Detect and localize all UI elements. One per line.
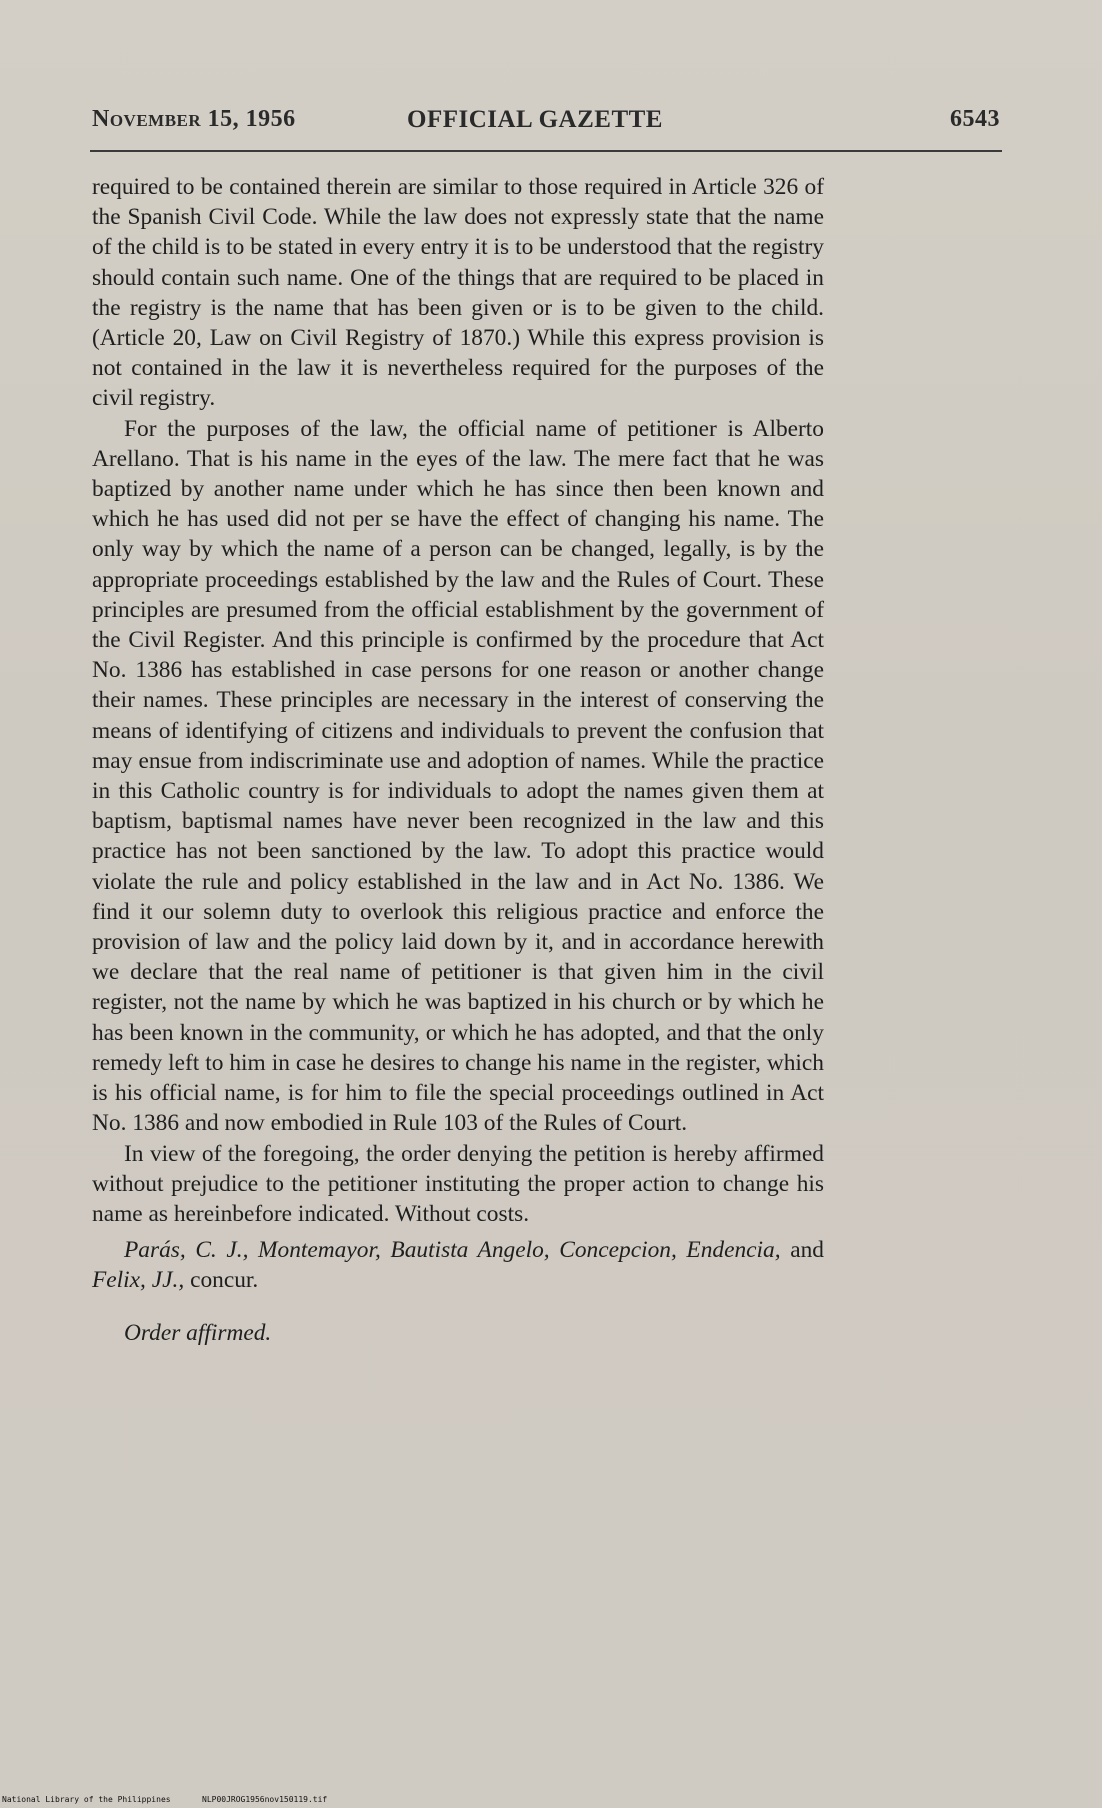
concurring-justices-a: Parás, C. J., Montemayor, Bautista Angelo, Concepcion, xyxy=(124,1237,677,1264)
concurring-justices-b: Endencia, xyxy=(686,1237,781,1264)
decision-outcome: Order affirmed. xyxy=(124,1319,272,1346)
footer-filename: NLP00JROG1956nov150119.tif xyxy=(202,1795,328,1804)
paragraph-official-name: For the purposes of the law, the official name of petitioner is Alberto Arellano. That is his name in the eyes of the law. The mere fact that he was baptized by another name under which he has since then been known and which he has used did not per se have the effect of changing his name. The only way by which the name of a person can be changed, legally, is by the appropriate proceedings established by the law and the Rules of Court. These principles are presumed from the official establishment by the government of the Civil Register. And this principle is confirmed by the procedure that Act No. 1386 has established in case persons for one reason or another change their names. These principles are necessary in the interest of conserving the means of identifying of citizens and individuals to prevent the confusion that may ensue from indiscriminate use and adoption of names. While the practice in this Catholic country is for individuals to adopt the names given them at baptism, baptismal names have never been recognized in the law and this practice has not been sanctioned by the law. To adopt this practice would violate the rule and policy established in the law and in Act No. 1386. We find it our solemn duty to overlook this religious practice and enforce the provision of law and the policy laid down by it, and in accordance herewith we declare that the real name of petitioner is that given him in the civil register, not the name by which he was baptized in his church or by which he has been known in the community, or which he has adopted, and that the only remedy left to him in case he desires to change his name in the register, which is his official name, is for him to file the special proceedings outlined in Act No. 1386 and now embodied in Rule 103 of the Rules of Court. xyxy=(92,415,824,1137)
concurrence-line xyxy=(92,1235,824,1295)
concurring-justices-c: Felix, JJ., xyxy=(92,1267,185,1294)
footer-library: National Library of the Philippines xyxy=(2,1795,171,1804)
concurrence-and: and xyxy=(790,1237,824,1264)
header-rule xyxy=(90,150,1002,152)
paragraph-disposition: In view of the foregoing, the order denying the petition is hereby affirmed without prejudice to the petitioner instituting the proper action to change his name as hereinbefore indicated. Without costs. xyxy=(92,1140,824,1227)
header-page-number: 6543 xyxy=(950,106,1000,132)
header-publication: OFFICIAL GAZETTE xyxy=(407,106,663,133)
concurrence-verb: concur. xyxy=(190,1267,259,1294)
header-date: November 15, 1956 xyxy=(92,106,296,132)
decision-text xyxy=(92,172,824,1348)
paragraph-continuation: required to be contained therein are similar to those required in Article 326 of the Spanish Civil Code. While the law does not expressly state that the name of the child is to be stated in every entry it is to be understood that the registry should contain such name. One of the things that are required to be placed in the registry is the name that has been given or is to be given to the child. (Article 20, Law on Civil Registry of 1870.) While this express provision is not contained in the law it is nevertheless required for the purposes of the civil registry. xyxy=(92,174,824,412)
page-header xyxy=(92,104,1000,144)
